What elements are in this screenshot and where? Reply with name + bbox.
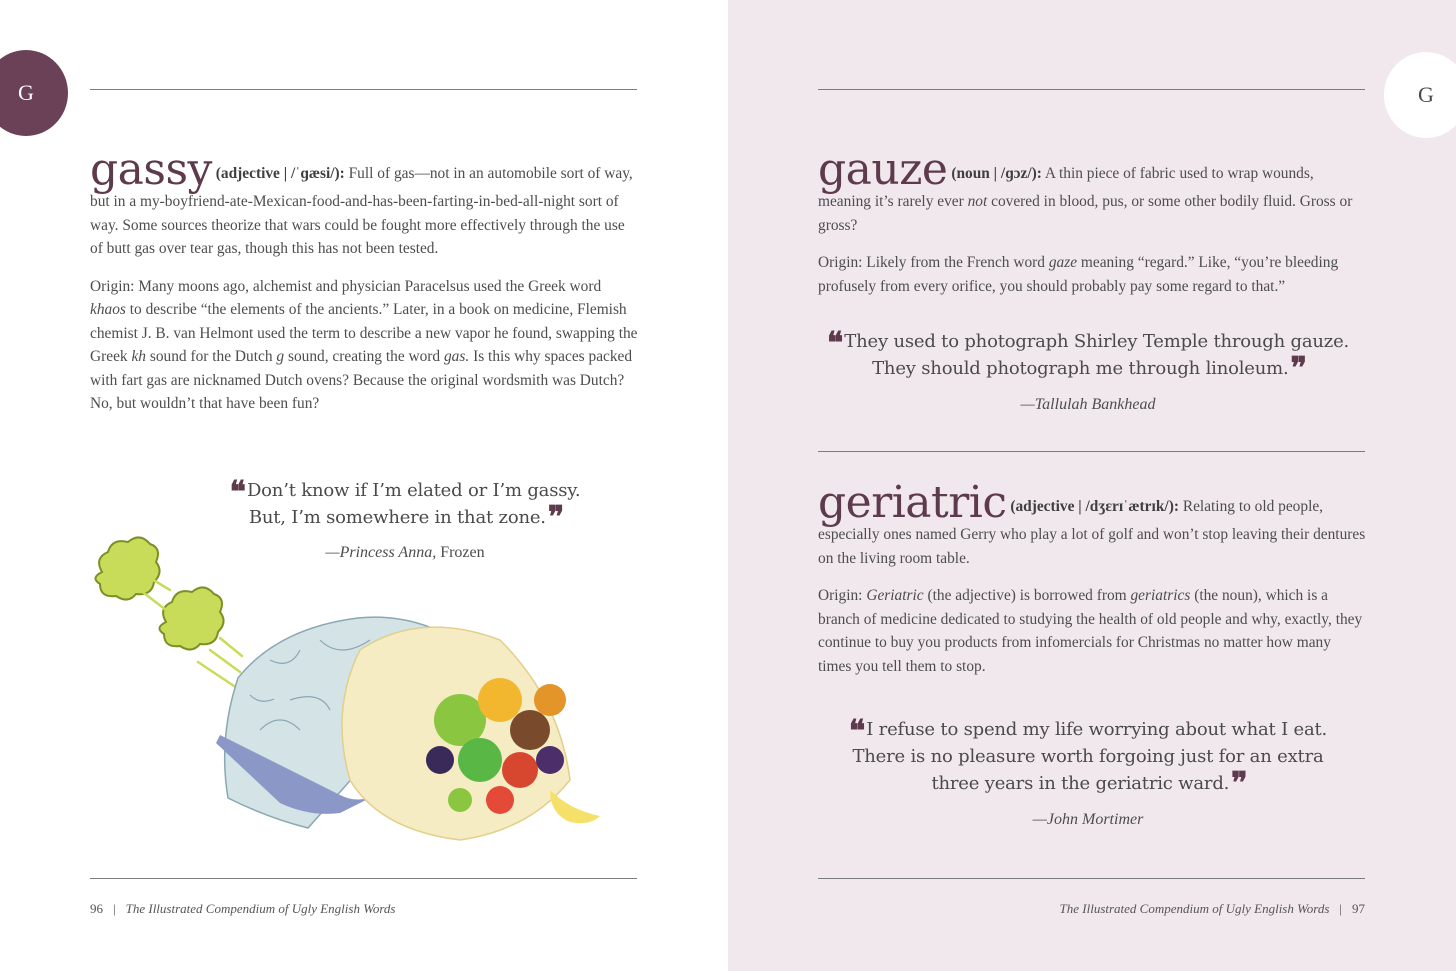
farting-burrito-illustration xyxy=(80,530,640,860)
quote-text: Don’t know if I’m elated or I’m gassy. xyxy=(246,480,581,501)
footer-separator: | xyxy=(1339,901,1342,916)
quote-gauze xyxy=(788,326,1388,386)
origin-word: gas. xyxy=(443,348,470,365)
open-quote-mark: ❛❛ xyxy=(848,714,863,749)
origin-text: Is this why spaces packed with fart gas are nicknamed Dutch ovens? Because the original wordsmith was Dutch? No, but wouldn’t that have been fun? xyxy=(90,348,633,412)
part-of-speech: (adjective | /dʒɛrɪˈætrɪk/): xyxy=(1010,498,1179,515)
open-quote-mark: ❛❛ xyxy=(229,475,243,510)
entry-geriatric xyxy=(818,477,1366,678)
top-rule xyxy=(818,89,1365,90)
attribution-name: —John Mortimer xyxy=(1032,811,1144,828)
quote-geriatric xyxy=(788,714,1388,801)
middle-rule xyxy=(818,451,1365,452)
origin-text: sound, creating the word xyxy=(287,348,441,365)
origin-text: to describe “the elements of the ancients.” Later, in a book on medicine, Flemish chemist J. B. van Helmont used the term to describe a new vapor he found, swapping the Greek xyxy=(90,301,638,365)
bottom-rule xyxy=(818,878,1365,879)
right-page xyxy=(728,0,1456,971)
origin-text: Origin: Likely from the French word xyxy=(818,254,1045,271)
quote-line xyxy=(788,714,1388,749)
quote-gassy xyxy=(150,475,660,535)
origin-word: geriatrics xyxy=(1130,587,1191,604)
quote-text: There is no pleasure worth forgoing just for an extra xyxy=(852,746,1324,767)
close-quote-mark: ❜❜ xyxy=(1231,766,1245,801)
footer-separator: | xyxy=(113,901,116,916)
footer-right xyxy=(1060,901,1365,917)
close-quote-mark: ❜❜ xyxy=(1290,351,1304,386)
origin-text: Origin: Many moons ago, alchemist and physician Paracelsus used the Greek word xyxy=(90,277,602,295)
quote-attribution xyxy=(788,396,1388,414)
definition-paragraph xyxy=(818,144,1366,237)
origin-text: Origin: xyxy=(818,587,863,604)
attribution-name: —Tallulah Bankhead xyxy=(1020,396,1156,413)
footer-left xyxy=(90,901,395,917)
origin-paragraph xyxy=(90,275,638,416)
letter-tab-right xyxy=(1384,52,1456,138)
quote-text: They used to photograph Shirley Temple through gauze. xyxy=(844,331,1350,352)
origin-word: g xyxy=(276,348,285,365)
quote-line xyxy=(788,743,1388,770)
origin-paragraph xyxy=(818,251,1366,298)
page-number: 97 xyxy=(1352,901,1365,916)
headword: gassy xyxy=(90,144,212,195)
origin-word: khaos xyxy=(90,301,126,318)
definition-text: covered in blood, pus, or some other bodily fluid. Gross or gross? xyxy=(818,193,1353,234)
definition-text: Relating to old people, especially ones named Gerry who play a lot of golf and won’t stop leaving their dentures on the living room table. xyxy=(818,498,1366,567)
quote-line xyxy=(788,766,1388,801)
part-of-speech: (noun | /ɡɔz/): xyxy=(951,165,1042,182)
tab-letter: G xyxy=(1418,82,1434,107)
close-quote-mark: ❜❜ xyxy=(547,500,562,535)
book-title: The Illustrated Compendium of Ugly English Words xyxy=(125,901,396,916)
quote-line xyxy=(150,475,660,510)
attribution-name: —Princess Anna, xyxy=(325,544,437,561)
definition-paragraph xyxy=(818,477,1366,570)
top-rule xyxy=(90,89,637,90)
definition-text: A thin piece of fabric used to wrap wounds, meaning it’s rarely ever xyxy=(818,165,1314,210)
definition-text: Full of gas—not in an automobile sort of way, but in a my-boyfriend-ate-Mexican-food-and-has-been-farting-in-bed-all-night sort of way. Some sources theorize that wars could be fought more effectively through the use of butt gas over tear gas, though this has not been tested. xyxy=(90,165,633,257)
gas-cloud-icon xyxy=(95,537,223,649)
entry-gauze xyxy=(818,144,1366,298)
letter-tab-left xyxy=(0,50,68,136)
quote-attribution xyxy=(788,811,1388,829)
origin-text: (the adjective) is borrowed from xyxy=(927,587,1127,604)
quote-text: But, I’m somewhere in that zone. xyxy=(248,507,546,528)
origin-paragraph xyxy=(818,584,1366,678)
origin-word: Geriatric xyxy=(866,587,924,604)
tab-letter: G xyxy=(18,80,34,105)
book-title: The Illustrated Compendium of Ugly English Words xyxy=(1059,901,1330,916)
open-quote-mark: ❛❛ xyxy=(826,326,841,361)
quote-text: I refuse to spend my life worrying about what I eat. xyxy=(866,719,1328,740)
headword: geriatric xyxy=(818,477,1007,528)
page-number: 96 xyxy=(90,901,103,916)
quote-text: three years in the geriatric ward. xyxy=(931,773,1230,794)
origin-word: gaze xyxy=(1048,254,1078,271)
attribution-work: Frozen xyxy=(440,544,485,561)
quote-line xyxy=(788,351,1388,386)
emphasis-word: not xyxy=(967,193,988,210)
quote-line xyxy=(150,500,660,535)
part-of-speech: (adjective | /ˈɡæsi/): xyxy=(215,165,345,182)
origin-text: sound for the Dutch xyxy=(149,348,273,365)
origin-text: meaning “regard.” Like, “you’re bleeding profusely from every orifice, you should probably pay some regard to that.” xyxy=(818,254,1339,295)
quote-text: They should photograph me through linoleum. xyxy=(872,358,1289,379)
origin-word: kh xyxy=(131,348,146,365)
origin-text: (the noun), which is a branch of medicine dedicated to studying the health of old people and why, exactly, they continue to buy you products from infomercials for Christmas no matter how many times you tell them to stop. xyxy=(818,587,1363,675)
bottom-rule xyxy=(90,878,637,879)
definition-paragraph xyxy=(90,144,638,261)
headword: gauze xyxy=(818,144,948,195)
entry-gassy xyxy=(90,144,638,416)
